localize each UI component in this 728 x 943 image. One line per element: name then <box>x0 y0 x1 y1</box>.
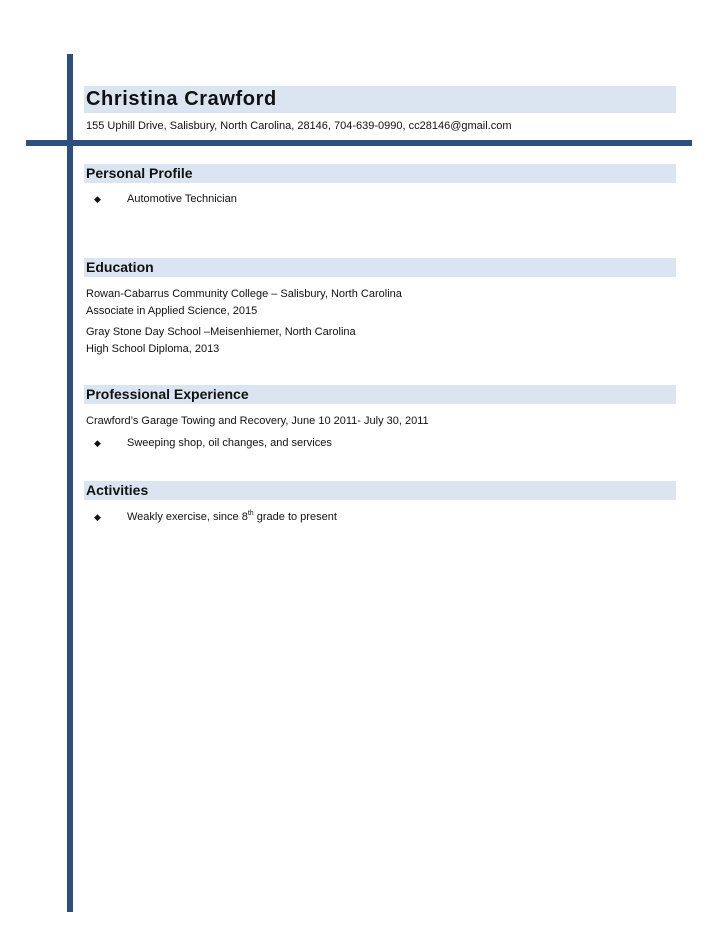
contact-line: 155 Uphill Drive, Salisbury, North Carolina, 28146, 704-639-0990, cc28146@gmail.com <box>86 120 512 132</box>
diamond-bullet-icon: ◆ <box>94 194 101 204</box>
section-heading-education: Education <box>84 258 676 277</box>
education-line: High School Diploma, 2013 <box>86 343 220 355</box>
activity-text-after: grade to present <box>253 511 337 523</box>
section-heading-personal-profile: Personal Profile <box>84 164 676 183</box>
activity-text-before: Weakly exercise, since 8 <box>127 511 248 523</box>
job-line: Crawford’s Garage Towing and Recovery, June 10 2011- July 30, 2011 <box>86 415 429 427</box>
list-item-text: Sweeping shop, oil changes, and services <box>127 437 332 449</box>
list-item-text <box>127 510 337 524</box>
vertical-rule <box>67 54 73 912</box>
list-item-text: Automotive Technician <box>127 193 237 205</box>
ordinal-superscript: th <box>247 510 254 517</box>
education-line: Gray Stone Day School –Meisenhiemer, North Carolina <box>86 326 356 338</box>
horizontal-rule <box>26 140 692 146</box>
name-heading: Christina Crawford <box>84 86 676 113</box>
section-heading-professional-experience: Professional Experience <box>84 385 676 404</box>
education-line: Associate in Applied Science, 2015 <box>86 305 258 317</box>
diamond-bullet-icon: ◆ <box>94 512 101 522</box>
education-line: Rowan-Cabarrus Community College – Salisbury, North Carolina <box>86 288 402 300</box>
section-heading-activities: Activities <box>84 481 676 500</box>
diamond-bullet-icon: ◆ <box>94 438 101 448</box>
